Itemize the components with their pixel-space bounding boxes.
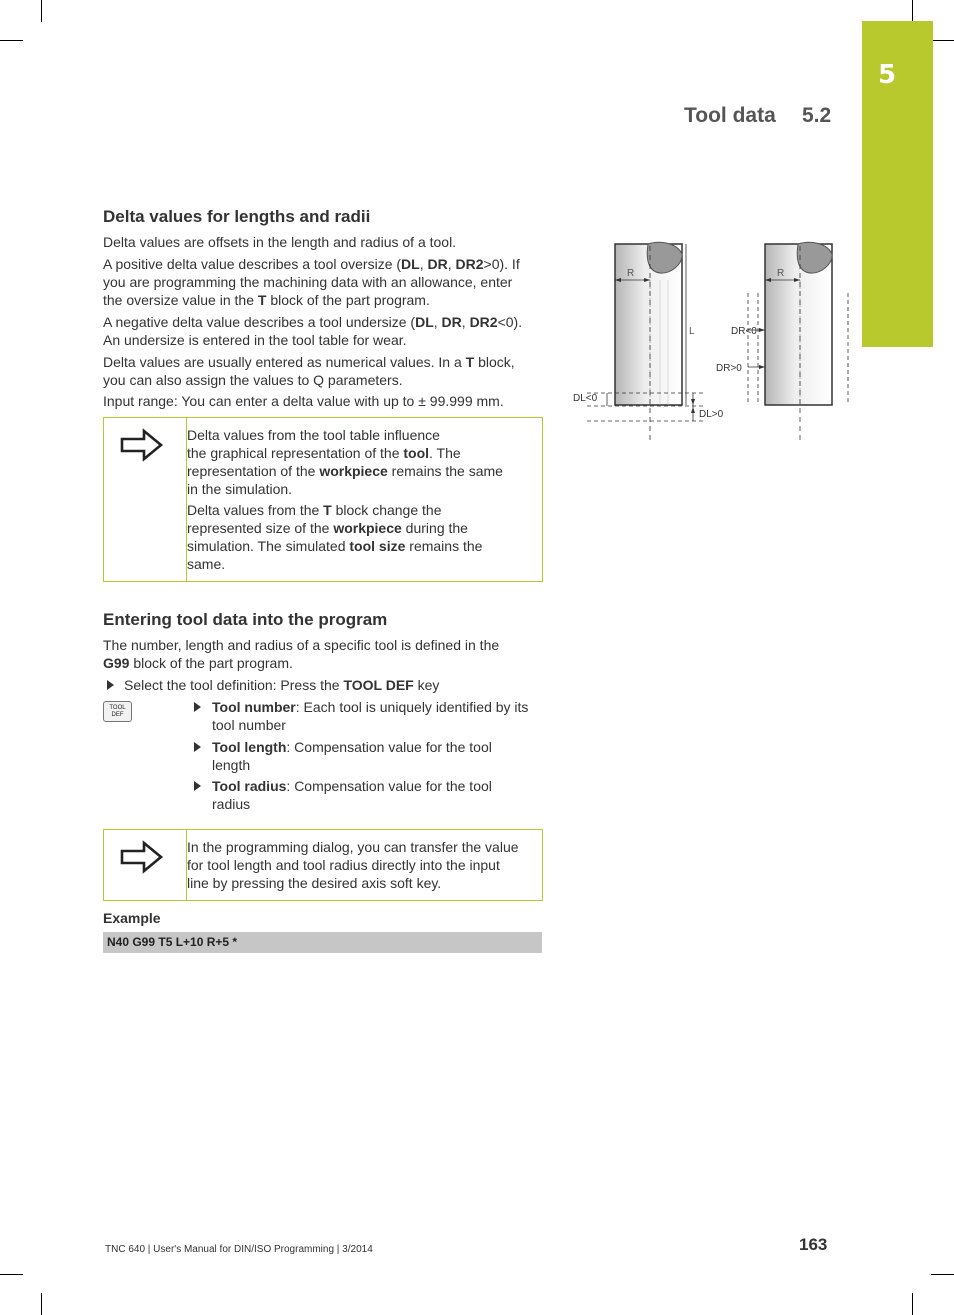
text-line: you are programming the machining data with an allowance, enter [103, 274, 513, 290]
text-line: Delta values from the tool table influence [187, 427, 440, 443]
note-paragraph [187, 426, 537, 498]
text-line: for tool length and tool radius directly into the input [187, 857, 500, 873]
step-item [107, 676, 527, 694]
footer-text: TNC 640 | User's Manual for DIN/ISO Programming | 3/2014 [105, 1244, 373, 1255]
page-number: 163 [799, 1235, 828, 1254]
arrow-right-icon [120, 428, 164, 462]
text-line: The number, length and radius of a specific tool is defined in the [103, 637, 500, 653]
example-label: Example [103, 910, 161, 926]
text-line: G99 block of the part program. [103, 655, 293, 671]
paragraph [103, 255, 543, 309]
paragraph [103, 636, 543, 672]
label-r: R [777, 268, 785, 279]
text-line: An undersize is entered in the tool table for wear. [103, 332, 407, 348]
list-item-text: Tool radius: Compensation value for the tool radius [212, 778, 492, 812]
arrow-right-icon [120, 840, 164, 874]
list-item-text: Tool number: Each tool is uniquely identified by its tool number [212, 699, 529, 733]
text-line: line by pressing the desired axis soft key. [187, 875, 442, 891]
note-box [103, 417, 543, 582]
list-item [194, 777, 544, 813]
triangle-bullet-icon [194, 702, 201, 712]
chapter-number: 5 [877, 60, 897, 90]
label-dr-neg: DR<0 [731, 326, 757, 337]
list-item [194, 738, 544, 774]
text-line: representation of the workpiece remains the same [187, 463, 503, 479]
paragraph: Delta values are offsets in the length and radius of a tool. [103, 234, 457, 250]
text-line: in the simulation. [187, 481, 293, 497]
paragraph: Input range: You can enter a delta value with up to ± 99.999 mm. [103, 393, 504, 409]
text-line: the oversize value in the T block of the part program. [103, 292, 430, 308]
code-text: N40 G99 T5 L+10 R+5 * [107, 935, 238, 949]
text-line: same. [187, 556, 226, 572]
section-title: Tool data [684, 104, 776, 127]
tool-def-key-icon[interactable] [103, 701, 132, 722]
triangle-bullet-icon [107, 680, 114, 690]
crop-mark [0, 1274, 23, 1275]
crop-mark [931, 1274, 954, 1275]
note-paragraph [187, 501, 537, 573]
text-line: Delta values from the T block change the [187, 502, 442, 518]
crop-mark [0, 40, 23, 41]
triangle-bullet-icon [194, 781, 201, 791]
text-line: simulation. The simulated tool size remains the [187, 538, 483, 554]
list-item [194, 698, 544, 734]
crop-mark [912, 1293, 913, 1315]
crop-mark [931, 40, 954, 41]
text-line: A negative delta value describes a tool undersize (DL, DR, DR2<0). [103, 314, 523, 330]
label-l: L [689, 326, 695, 337]
text-line: Delta values are usually entered as numerical values. In a T block, [103, 354, 515, 370]
key-label: DEF [111, 712, 124, 718]
key-label: TOOL [109, 705, 126, 711]
label-dl-neg: DL<0 [573, 393, 598, 404]
label-dl-pos: DL>0 [699, 409, 724, 420]
crop-mark [41, 0, 42, 22]
label-r: R [627, 268, 635, 279]
note-box [103, 829, 543, 901]
list-item-text: Tool length: Compensation value for the tool length [212, 739, 492, 773]
text-line: A positive delta value describes a tool oversize (DL, DR, DR2>0). If [103, 256, 520, 272]
text-line: the graphical representation of the tool. The [187, 445, 461, 461]
text-line: represented size of the workpiece during the [187, 520, 468, 536]
triangle-bullet-icon [194, 742, 201, 752]
text-line: In the programming dialog, you can transfer the value [187, 839, 519, 855]
heading-delta-values: Delta values for lengths and radii [103, 207, 371, 226]
heading-entering-tool-data: Entering tool data into the program [103, 610, 388, 629]
section-number: 5.2 [802, 104, 832, 127]
crop-mark [912, 0, 913, 22]
code-example [103, 932, 542, 953]
paragraph [103, 313, 543, 349]
step-text: Select the tool definition: Press the TOOL DEF key [124, 677, 440, 693]
paragraph [103, 353, 543, 389]
label-dr-pos: DR>0 [716, 363, 742, 374]
crop-mark [41, 1293, 42, 1315]
note-paragraph [187, 838, 537, 892]
tool-delta-figure [565, 238, 855, 446]
text-line: you can also assign the values to Q parameters. [103, 372, 403, 388]
